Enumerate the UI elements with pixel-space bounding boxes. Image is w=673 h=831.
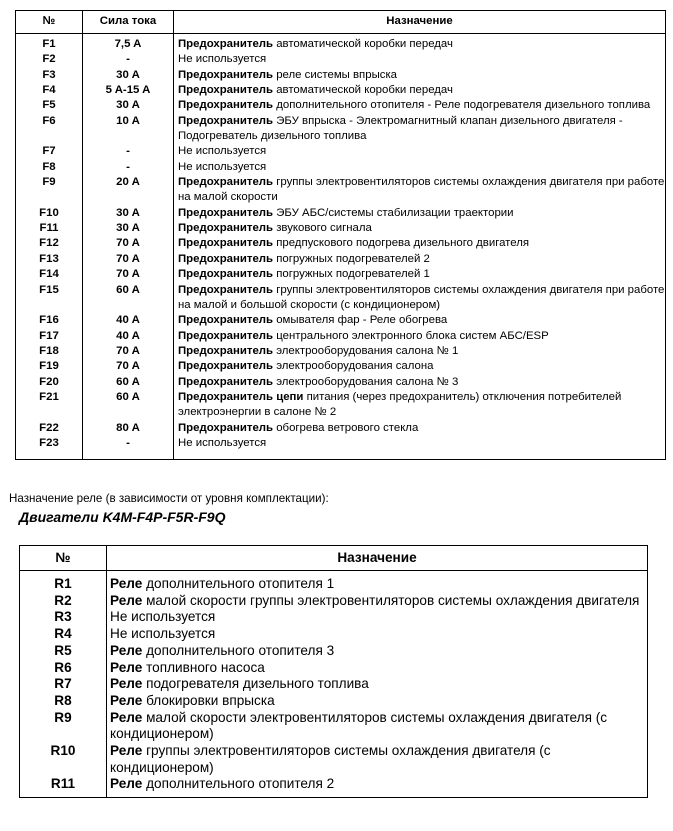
fuse-id: F3 [16,68,83,83]
fuse-purpose [174,160,666,175]
fuse-purpose-text: электрооборудования салона [273,360,434,373]
fuse-id: F19 [16,359,83,374]
fuse-purpose-bold: Предохранитель [178,268,274,281]
fuse-purpose [174,68,666,83]
fuse-current: 10 A [83,114,174,145]
fuse-id: F20 [16,375,83,390]
fuse-row [16,313,666,328]
fuse-purpose-text: звукового сигнала [273,222,372,235]
relay-header-num: № [20,546,107,571]
fuse-purpose-bold: Предохранитель [178,283,274,296]
fuse-purpose-bold: Предохранитель [178,314,274,327]
relay-row [20,571,648,593]
relay-purpose-text: группы электровентиляторов системы охлаждения двигателя (с кондиционером) [110,743,551,775]
fuse-id: F15 [16,283,83,314]
relay-id: R6 [20,660,107,677]
fuse-purpose-text: омывателя фар - Реле обогрева [273,314,448,327]
fuse-row [16,114,666,145]
relay-row [20,776,648,797]
fuse-table [15,10,666,460]
fuse-purpose [174,52,666,67]
fuse-current: 20 A [83,175,174,206]
fuse-purpose-text: центрального электронного блока систем АБС/ESP [273,329,549,342]
fuse-id: F4 [16,83,83,98]
fuse-row [16,421,666,436]
fuse-current: 70 A [83,267,174,282]
relay-purpose-text: Не используется [110,609,216,625]
fuse-purpose-bold: Предохранитель [178,252,274,265]
fuse-purpose-text: группы электровентиляторов системы охлаждения двигателя при работе на малой и большой скорости (с кондиционером) [178,283,665,311]
fuse-purpose-bold: Предохранитель [178,329,274,342]
fuse-purpose [174,267,666,282]
fuse-purpose [174,436,666,460]
fuse-purpose-bold: Предохранитель [178,114,274,127]
fuse-purpose-text: Не используется [178,436,267,449]
fuse-purpose [174,206,666,221]
fuse-purpose-text: Не используется [178,53,267,66]
fuse-header-num: № [16,11,83,34]
fuse-current: 80 A [83,421,174,436]
relay-purpose-text: малой скорости электровентиляторов системы охлаждения двигателя (с кондиционером) [110,709,608,742]
relay-purpose [107,593,648,610]
relay-purpose [107,776,648,797]
relay-purpose [107,693,648,710]
fuse-purpose-text: ЭБУ впрыска - Электромагнитный клапан дизельного двигателя - Подогреватель дизельного топлива [178,114,623,143]
fuse-current: - [83,144,174,159]
fuse-table-body [16,34,666,460]
fuse-purpose-bold: Предохранитель [178,176,274,189]
fuse-id: F12 [16,236,83,251]
fuse-id: F5 [16,98,83,113]
fuse-current: 30 A [83,206,174,221]
fuse-purpose-text: предпускового подогрева дизельного двигателя [273,237,530,250]
relay-table-body [20,571,648,798]
fuse-purpose-bold: Предохранитель [178,84,274,97]
fuse-purpose-bold: Предохранитель [178,222,274,235]
fuse-current: 5 A-15 A [83,83,174,98]
fuse-purpose-text: дополнительного отопителя - Реле подогревателя дизельного топлива [273,99,651,112]
fuse-purpose-text: обогрева ветрового стекла [273,421,419,434]
fuse-row [16,359,666,374]
relay-id: R10 [20,743,107,776]
relay-row [20,643,648,660]
fuse-purpose [174,252,666,267]
relay-purpose [107,710,648,743]
relay-row [20,593,648,610]
fuse-current: - [83,436,174,460]
relay-purpose-bold: Реле [110,592,143,608]
fuse-purpose-bold: Предохранитель [178,375,274,388]
fuse-row [16,206,666,221]
fuse-id: F17 [16,329,83,344]
fuse-purpose-bold: Предохранитель [178,68,274,81]
fuse-purpose-text: Не используется [178,145,267,158]
fuse-purpose-bold: Предохранитель [178,237,274,250]
relay-row [20,710,648,743]
fuse-purpose [174,236,666,251]
relay-purpose-text: дополнительного отопителя 1 [142,576,335,591]
fuse-row [16,236,666,251]
fuse-row [16,160,666,175]
fuse-id: F6 [16,114,83,145]
fuse-current: 70 A [83,236,174,251]
relay-purpose-bold: Реле [110,576,143,591]
fuse-row [16,52,666,67]
fuse-purpose [174,144,666,159]
relay-purpose-bold: Реле [110,642,143,658]
fuse-current: 40 A [83,313,174,328]
fuse-purpose [174,329,666,344]
relay-purpose-bold: Реле [110,709,143,725]
fuse-row [16,390,666,421]
relay-row [20,660,648,677]
fuse-purpose-text: ЭБУ АБС/системы стабилизации траектории [273,206,514,219]
fuse-id: F16 [16,313,83,328]
relay-purpose-bold: Реле [110,659,143,675]
relay-purpose-text: Не используется [110,626,216,642]
fuse-header-purpose: Назначение [174,11,666,34]
fuse-purpose-text: питания (через предохранитель) отключения потребителей электроэнергии в салоне № 2 [178,390,622,419]
fuse-current: 30 A [83,221,174,236]
fuse-current: 30 A [83,68,174,83]
fuse-purpose-text: Не используется [178,160,267,173]
relay-caption: Назначение реле (в зависимости от уровня комплектации): [9,492,329,505]
fuse-purpose [174,359,666,374]
fuse-row [16,175,666,206]
fuse-id: F13 [16,252,83,267]
engine-title: Двигатели K4M-F4P-F5R-F9Q [19,509,226,525]
relay-row [20,676,648,693]
relay-purpose [107,660,648,677]
relay-purpose-text: топливного насоса [142,659,265,675]
fuse-purpose-bold: Предохранитель [178,421,274,434]
relay-id: R1 [20,571,107,593]
fuse-row [16,221,666,236]
fuse-id: F11 [16,221,83,236]
fuse-purpose [174,375,666,390]
fuse-current: 70 A [83,252,174,267]
fuse-current: 7,5 A [83,34,174,53]
relay-id: R8 [20,693,107,710]
relay-purpose-bold: Реле [110,676,143,692]
fuse-current: - [83,160,174,175]
fuse-row [16,436,666,460]
fuse-id: F8 [16,160,83,175]
fuse-row [16,144,666,159]
fuse-purpose-text: автоматической коробки передач [273,84,453,97]
fuse-id: F1 [16,34,83,53]
relay-row [20,743,648,776]
fuse-current: 40 A [83,329,174,344]
relay-purpose-text: малой скорости группы электровентиляторов системы охлаждения двигателя [142,592,640,608]
fuse-current: 70 A [83,344,174,359]
fuse-row [16,83,666,98]
fuse-id: F14 [16,267,83,282]
fuse-id: F18 [16,344,83,359]
relay-row [20,609,648,626]
relay-id: R7 [20,676,107,693]
fuse-row [16,252,666,267]
fuse-purpose [174,175,666,206]
fuse-id: F9 [16,175,83,206]
relay-purpose-text: блокировки впрыска [142,692,275,708]
relay-purpose [107,643,648,660]
fuse-row [16,267,666,282]
fuse-purpose-text: реле системы впрыска [273,68,398,81]
fuse-row [16,375,666,390]
fuse-purpose-bold: Предохранитель цепи [178,390,304,403]
fuse-purpose-text: электрооборудования салона № 3 [273,375,459,388]
relay-table-header [20,546,648,571]
relay-purpose [107,743,648,776]
fuse-purpose [174,390,666,421]
relay-purpose-bold: Реле [110,743,143,759]
fuse-purpose-text: электрооборудования салона № 1 [273,344,459,357]
fuse-id: F21 [16,390,83,421]
relay-id: R11 [20,776,107,797]
relay-header-purpose: Назначение [107,546,648,571]
fuse-row [16,34,666,53]
fuse-row [16,98,666,113]
relay-id: R5 [20,643,107,660]
relay-purpose-text: дополнительного отопителя 3 [142,642,335,658]
fuse-purpose [174,98,666,113]
fuse-purpose-text: группы электровентиляторов системы охлаждения двигателя при работе на малой скорости [178,176,665,204]
fuse-id: F7 [16,144,83,159]
fuse-purpose [174,221,666,236]
fuse-purpose-bold: Предохранитель [178,206,274,219]
fuse-current: 60 A [83,283,174,314]
relay-table [19,545,648,798]
fuse-purpose-text: погружных подогревателей 2 [273,252,430,265]
fuse-row [16,329,666,344]
fuse-id: F10 [16,206,83,221]
fuse-current: 60 A [83,375,174,390]
fuse-purpose-bold: Предохранитель [178,344,274,357]
fuse-id: F23 [16,436,83,460]
fuse-purpose [174,421,666,436]
fuse-current: 60 A [83,390,174,421]
relay-purpose [107,626,648,643]
fuse-purpose-text: автоматической коробки передач [273,38,453,50]
fuse-purpose-bold: Предохранитель [178,99,274,112]
relay-id: R4 [20,626,107,643]
relay-purpose [107,571,648,593]
fuse-row [16,68,666,83]
relay-purpose-text: дополнительного отопителя 2 [142,776,335,792]
relay-row [20,693,648,710]
fuse-current: - [83,52,174,67]
fuse-purpose [174,313,666,328]
fuse-header-current: Сила тока [83,11,174,34]
relay-purpose-text: подогревателя дизельного топлива [142,676,369,692]
fuse-row [16,344,666,359]
fuse-id: F2 [16,52,83,67]
fuse-id: F22 [16,421,83,436]
relay-row [20,626,648,643]
fuse-row [16,283,666,314]
fuse-current: 30 A [83,98,174,113]
fuse-purpose [174,344,666,359]
relay-id: R2 [20,593,107,610]
relay-purpose-bold: Реле [110,692,143,708]
relay-purpose [107,676,648,693]
fuse-current: 70 A [83,359,174,374]
relay-purpose-bold: Реле [110,776,143,792]
fuse-purpose [174,34,666,53]
fuse-purpose-text: погружных подогревателей 1 [273,268,430,281]
fuse-purpose-bold: Предохранитель [178,38,274,50]
relay-id: R9 [20,710,107,743]
relay-id: R3 [20,609,107,626]
relay-purpose [107,609,648,626]
fuse-purpose [174,83,666,98]
fuse-purpose [174,283,666,314]
fuse-purpose [174,114,666,145]
fuse-purpose-bold: Предохранитель [178,360,274,373]
fuse-table-header [16,11,666,34]
